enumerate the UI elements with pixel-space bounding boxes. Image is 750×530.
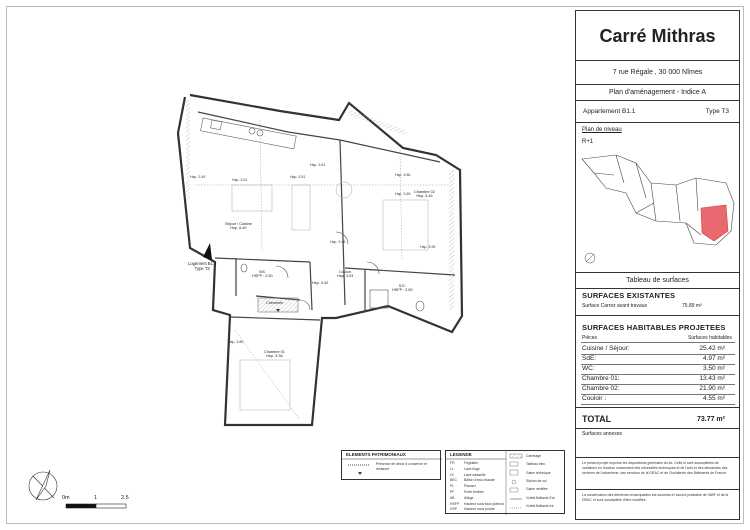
apartment-type: Type T3 (705, 108, 729, 115)
surface-room-area: 4.55 m² (702, 395, 725, 402)
wall-hatch-east (449, 170, 454, 310)
note-general: Le présent projet exprime les dispositions générales du lot. Celle-ci sont susceptibles de variations en fonction notamment des nécessités techniques et de l'avis et des demandes des services de l'urbanisme, des services de la DRAC et de l'Architecte des Bâtiments de France. (582, 461, 728, 475)
legend-patrimoniaux (341, 450, 441, 480)
room-wc-name: WC (259, 270, 266, 274)
legend-code: PL (450, 484, 455, 489)
logement-label: Logement B1.1 (188, 261, 217, 266)
existing-label: Surface Carrez avant travaux (582, 303, 648, 309)
surface-room-area: 21.90 m² (699, 385, 725, 392)
room-chambre-02-name: Chambre 02 (414, 190, 435, 194)
logement-tag (188, 261, 216, 271)
project-address: 7 rue Régale , 30 000 Nîmes (576, 61, 739, 85)
room-chambre-01-height: Hsp. 3.36 (266, 354, 283, 358)
plan-title: Plan d'aménagement - Indice A (576, 85, 739, 101)
legend-label: Hauteur sous faux plafond (464, 501, 504, 506)
wall-dgt (310, 262, 312, 310)
door-ch02 (367, 262, 379, 274)
surface-room-area: 13.43 m² (699, 375, 725, 382)
annex-label: Surfaces annexes (582, 431, 623, 437)
entrance-arrow-icon (203, 243, 212, 260)
surface-room-name: Chambre 01: (582, 375, 620, 382)
legend-code: PF (450, 490, 455, 494)
surface-room-name: SdE: (582, 355, 597, 362)
room-dgt-height: Hsp. 3.42 (312, 281, 329, 285)
sink-icon (210, 120, 221, 130)
wc-icon (241, 264, 247, 272)
basin-icon (416, 301, 424, 311)
legend-symbol-label: Carrelage (526, 454, 541, 458)
room-cheminee-name: Cheminée (266, 301, 284, 305)
legend-code: FR (450, 461, 455, 465)
divider (576, 428, 739, 429)
bed-chambre-02 (383, 200, 428, 250)
legend-label: Allège (464, 495, 474, 500)
dim-label: Hsp. 3.51 (232, 178, 248, 182)
existing-value: 75.89 m² (682, 303, 702, 309)
legend-label: Porte fenêtre (464, 490, 484, 494)
divider (576, 315, 739, 316)
room-chambre-02 (414, 190, 435, 198)
legend-symbol-label: Tableau élec. (526, 462, 546, 467)
shower-icon (370, 290, 388, 308)
wall-ch01-north (230, 317, 320, 320)
room-couloir-height: Hsp. 3.03 (337, 274, 354, 278)
note-abf: La conservation des éléments remarquables est soumise à l'accord préalable de l'ABF et de la DRAC et sont susceptible d'être modifiée. (582, 493, 729, 502)
surface-room-area: 4.97 m² (702, 355, 725, 362)
key-plan-north-icon (585, 253, 595, 263)
scale-label-0: 0m (62, 495, 70, 501)
legend-patrimoniaux-item: Présence de décor à conserver et restaurer (376, 462, 427, 471)
wall-hatch-north (348, 110, 406, 135)
surface-room-name: Cuisine / Séjour: (582, 345, 630, 352)
existing-heading: SURFACES EXISTANTES (582, 291, 676, 300)
legend-symbol-label: Volets Battants Int. (526, 503, 555, 508)
total-label: TOTAL (582, 414, 612, 424)
legend-patrimoniaux-title: ELEMENTS PATRIMONIAUX (346, 452, 406, 457)
wall-ch02-south (345, 268, 455, 275)
sofa (292, 185, 310, 230)
legend-label: Lave-linge (464, 466, 480, 471)
wall-sejour-south (215, 258, 310, 262)
door-ch01 (300, 300, 310, 310)
legend-title: LEGENDE (450, 452, 472, 457)
room-wc-height: HSFP : 2.50 (252, 274, 273, 278)
level-plan (576, 123, 739, 273)
room-sejour (225, 222, 252, 230)
level-value: R+1 (582, 139, 594, 145)
room-sde-name: S.E. (398, 284, 406, 288)
surface-room-name: Chambre 02: (582, 385, 620, 392)
dim-label: Hsp. 3.56 (395, 173, 411, 177)
legend-symbol-label: Gaine ventilée (526, 487, 548, 492)
legend-symbol-label: Siphon de sol (526, 478, 547, 483)
legend-code: LL (450, 466, 454, 471)
project-title: Carré Mithras (576, 11, 739, 61)
wall-middle (340, 140, 345, 305)
dim-label: Hsp. 3.80 (228, 340, 244, 344)
apartment-name: Appartement B1.1 (583, 108, 636, 115)
legend-label: Placard (464, 484, 476, 489)
legend-symbol-label: Volets Battants Ext. (526, 495, 556, 500)
divider (581, 342, 735, 343)
dim-label: Hsp. 3.51 (290, 175, 306, 179)
scale-label-2: 2.5 (121, 495, 129, 501)
surface-room-area: 25.42 m² (699, 345, 725, 352)
legend (445, 450, 565, 514)
legend-code: BEC (450, 478, 457, 483)
divider (576, 457, 739, 458)
level-heading: Plan de niveau (582, 127, 622, 133)
key-plan-highlight (701, 205, 728, 241)
scale-bar (66, 504, 126, 508)
stair-icon (336, 182, 352, 198)
room-couloir-name: Couloir (339, 270, 352, 274)
col-pieces: Pièces (582, 335, 598, 341)
room-wc (252, 270, 273, 278)
legend-label: Ballon d'eau chaude (464, 478, 495, 483)
bed-chambre-01 (240, 360, 290, 410)
title-block (575, 10, 740, 520)
dim-label: Hsp. 3.61 (310, 163, 326, 167)
exterior-walls (178, 95, 462, 425)
room-sejour-name: Séjour / Cuisine (225, 222, 252, 226)
dim-label: Hsp. 3.95 (420, 245, 436, 249)
room-sde-height: HSFP : 2.50 (392, 288, 413, 292)
door-wc (276, 266, 288, 278)
total-value: 73.77 m² (696, 416, 725, 423)
legend-code: HSP (450, 507, 457, 512)
dim-line-v2 (400, 150, 402, 260)
room-chambre-01 (264, 350, 285, 358)
surface-room-area: 3.50 m² (702, 365, 725, 372)
surface-room-name: WC: (582, 365, 595, 372)
dim-label: Hsp. 3.65 (395, 192, 411, 196)
legend-code: LV (450, 472, 454, 477)
table-heading: Tableau de surfaces (576, 273, 739, 289)
wall-hatch-west (186, 100, 190, 200)
legend-label: Hauteur sous poutre (464, 507, 495, 512)
dim-label: Hsp. 3.49 (190, 175, 206, 179)
legend-symbol-label: Gaine technique (526, 470, 551, 475)
col-surfaces: Surfaces habitables (688, 335, 732, 341)
dining-table (232, 185, 272, 211)
dim-label: Hsp. 3.46 (330, 240, 346, 244)
room-sejour-height: Hsp. 6.49 (230, 226, 247, 230)
surface-room-name: Couloir : (582, 395, 607, 402)
key-plan (576, 123, 739, 273)
legend-code: HSFP (450, 501, 460, 506)
legend-code: AB (450, 495, 455, 500)
scale-label-1: 1 (94, 495, 98, 501)
surface-row-divider (581, 404, 735, 405)
room-chambre-02-height: Hsp. 3.44 (416, 194, 433, 198)
apartment-row (576, 101, 739, 123)
legend-label: Lave-vaisselle (464, 472, 486, 477)
divider (576, 489, 739, 490)
room-couloir (337, 270, 353, 278)
legend-label: Frigidaire (464, 461, 479, 465)
wall-ch02-north (340, 140, 440, 162)
hob-icon (249, 128, 255, 134)
north-arrow-icon (29, 470, 57, 500)
divider (576, 407, 739, 408)
room-dgt (312, 281, 328, 285)
room-sde (392, 284, 413, 292)
projected-heading: SURFACES HABITABLES PROJETEES (582, 323, 726, 332)
logement-type: Type T3 (194, 266, 210, 271)
room-cheminee (266, 301, 283, 305)
room-chambre-01-name: Chambre 01 (264, 350, 285, 354)
